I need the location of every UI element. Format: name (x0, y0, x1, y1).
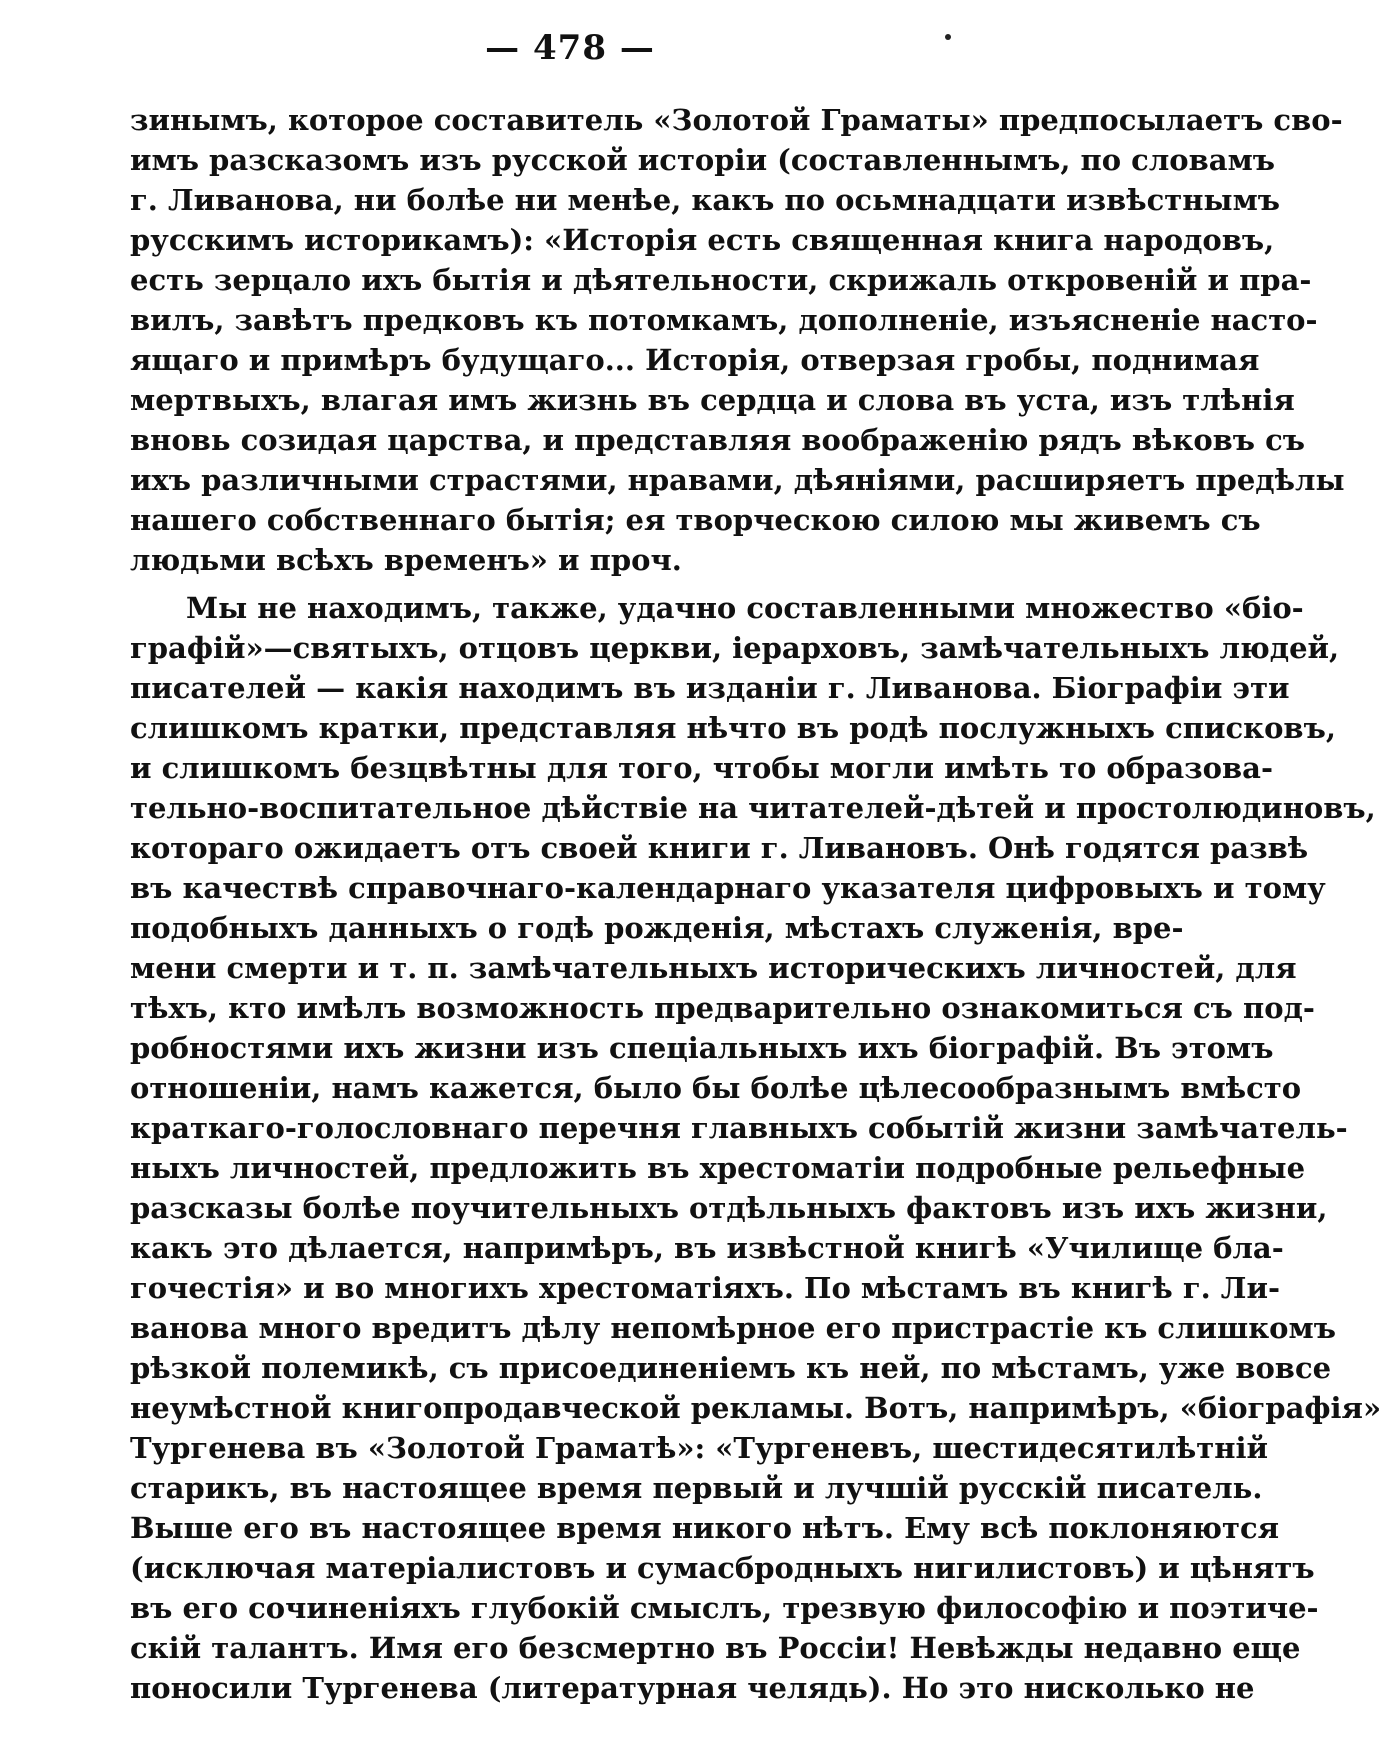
text-line: слишкомъ кратки, представляя нѣчто въ родѣ послужныхъ списковъ, (130, 711, 1336, 745)
text-line: Выше его въ настоящее время никого нѣтъ. Ему всѣ поклоняются (130, 1511, 1280, 1545)
text-line: зинымъ, которое составитель «Золотой Граматы» предпосылаетъ сво- (130, 103, 1343, 137)
paragraph-gap (130, 580, 1052, 588)
text-line: разсказы болѣе поучительныхъ отдѣльныхъ фактовъ изъ ихъ жизни, (130, 1191, 1328, 1225)
text-line: краткаго-голословнаго перечня главныхъ событій жизни замѣчатель- (130, 1111, 1348, 1145)
text-line: въ качествѣ справочнаго-календарнаго указателя цифровыхъ и тому (130, 871, 1326, 905)
text-line: рѣзкой полемикѣ, съ присоединеніемъ къ ней, по мѣстамъ, уже вовсе (130, 1351, 1332, 1385)
text-line: есть зерцало ихъ бытія и дѣятельности, скрижаль откровеній и пра- (130, 263, 1312, 297)
text-line: котораго ожидаетъ отъ своей книги г. Ливановъ. Онѣ годятся развѣ (130, 831, 1309, 865)
text-line: ныхъ личностей, предложить въ хрестоматіи подробные рельефные (130, 1151, 1306, 1185)
text-line: Тургенева въ «Золотой Граматѣ»: «Тургеневъ, шестидесятилѣтній (130, 1431, 1268, 1465)
paragraph (130, 100, 1345, 580)
text-line: Мы не находимъ, также, удачно составленными множество «біо- (186, 591, 1304, 625)
text-line: вилъ, завѣтъ предковъ къ потомкамъ, дополненіе, изъясненіе насто- (130, 303, 1318, 337)
text-line: писателей — какія находимъ въ изданіи г. Ливанова. Біографіи эти (130, 671, 1290, 705)
text-line: имъ разсказомъ изъ русской исторіи (составленнымъ, по словамъ (130, 143, 1276, 177)
text-line: графій»—святыхъ, отцовъ церкви, іерарховъ, замѣчательныхъ людей, (130, 631, 1340, 665)
text-line: старикъ, въ настоящее время первый и лучшій русскій писатель. (130, 1471, 1263, 1505)
page-number: — 478 — (485, 28, 655, 68)
text-line: людьми всѣхъ временъ» и проч. (130, 543, 682, 577)
text-line: робностями ихъ жизни изъ спеціальныхъ ихъ біографій. Въ этомъ (130, 1031, 1274, 1065)
text-line: скій талантъ. Имя его безсмертно въ Россіи! Невѣжды недавно еще (130, 1631, 1301, 1665)
text-line: мертвыхъ, влагая имъ жизнь въ сердца и слова въ уста, изъ тлѣнія (130, 383, 1295, 417)
text-line: вновь созидая царства, и представляя воображенію рядъ вѣковъ съ (130, 423, 1306, 457)
text-line: (исключая матеріалистовъ и сумасбродныхъ нигилистовъ) и цѣнятъ (130, 1551, 1315, 1585)
text-line: ванова много вредитъ дѣлу непомѣрное его пристрастіе къ слишкомъ (130, 1311, 1336, 1345)
text-line: русскимъ историкамъ): «Исторія есть священная книга народовъ, (130, 223, 1275, 257)
text-line: мени смерти и т. п. замѣчательныхъ историческихъ личностей, для (130, 951, 1297, 985)
body-text (130, 100, 1381, 1708)
text-line: подобныхъ данныхъ о годѣ рожденія, мѣстахъ служенія, вре- (130, 911, 1184, 945)
text-line: неумѣстной книгопродавческой рекламы. Вотъ, напримѣръ, «біографія» (130, 1391, 1381, 1425)
text-line: ящаго и примѣръ будущаго... Исторія, отверзая гробы, поднимая (130, 343, 1260, 377)
ink-speck (945, 34, 951, 40)
text-line: тельно-воспитательное дѣйствіе на читателей-дѣтей и простолюдиновъ, (130, 791, 1376, 825)
paragraph (130, 588, 1381, 1708)
text-line: въ его сочиненіяхъ глубокій смыслъ, трезвую философію и поэтиче- (130, 1591, 1319, 1625)
text-line: какъ это дѣлается, напримѣръ, въ извѣстной книгѣ «Училище бла- (130, 1231, 1284, 1265)
text-line: поносили Тургенева (литературная челядь). Но это нисколько не (130, 1671, 1255, 1705)
text-line: нашего собственнаго бытія; ея творческою силою мы живемъ съ (130, 503, 1261, 537)
text-line: г. Ливанова, ни болѣе ни менѣе, какъ по осьмнадцати извѣстнымъ (130, 183, 1281, 217)
text-line: тѣхъ, кто имѣлъ возможность предварительно ознакомиться съ под- (130, 991, 1315, 1025)
text-line: гочестія» и во многихъ хрестоматіяхъ. По мѣстамъ въ книгѣ г. Ли- (130, 1271, 1280, 1305)
text-line: и слишкомъ безцвѣтны для того, чтобы могли имѣть то образова- (130, 751, 1273, 785)
text-line: отношеніи, намъ кажется, было бы болѣе цѣлесообразнымъ вмѣсто (130, 1071, 1302, 1105)
text-line: ихъ различными страстями, нравами, дѣяніями, расширяетъ предѣлы (130, 463, 1345, 497)
